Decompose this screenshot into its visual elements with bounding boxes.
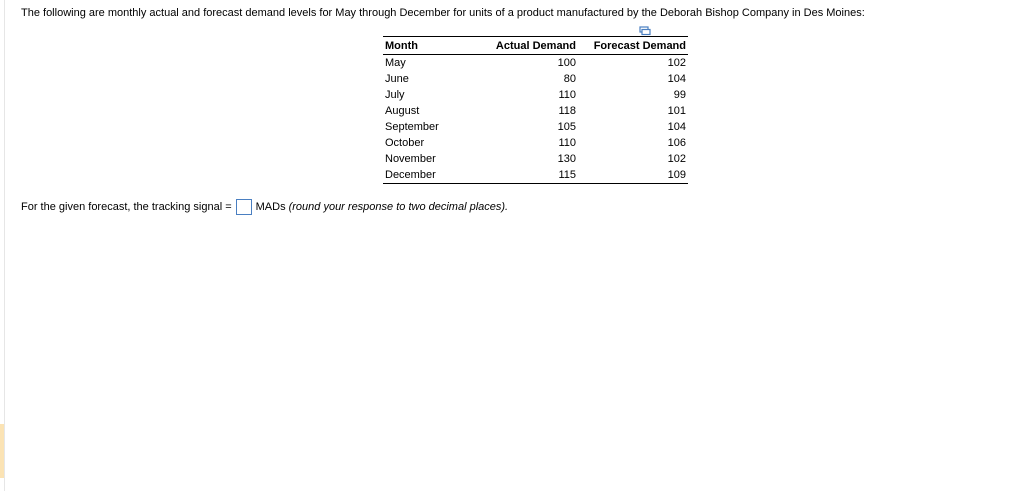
forecast-cell: 101 [667,105,686,117]
month-cell: July [385,89,405,101]
table-row [383,119,688,135]
actual-cell: 110 [558,137,576,149]
actual-cell: 115 [475,167,578,184]
forecast-cell: 104 [667,73,686,85]
unit-label: MADs [255,201,286,213]
forecast-cell: 106 [667,137,686,149]
actual-cell: 118 [558,105,576,117]
month-cell: August [385,105,420,117]
month-cell: October [385,137,425,149]
problem-statement: The following are monthly actual and forecast demand levels for May through December for units of a product manufactured by the Deborah Bishop Company in Des Moines: [21,7,865,19]
forecast-cell: 104 [667,121,686,133]
actual-cell: 110 [558,89,576,101]
left-divider [4,0,5,491]
month-cell: September [385,121,439,133]
demand-table [383,36,688,184]
table-row [383,55,688,72]
actual-cell: 100 [557,57,576,69]
header-month: Month [383,37,475,55]
actual-cell: 130 [557,153,576,165]
month-cell: December [383,167,475,184]
actual-cell: 105 [557,121,576,133]
copy-table-icon[interactable] [639,26,651,36]
forecast-cell: 109 [578,167,688,184]
month-cell: May [385,57,406,69]
forecast-cell: 102 [667,57,686,69]
header-forecast-demand: Forecast Demand [578,37,688,55]
table-row [383,151,688,167]
tracking-signal-input[interactable] [236,199,252,215]
table-row [383,71,688,87]
table-header-row [383,37,688,55]
table-row [383,103,688,119]
month-cell: November [385,153,436,165]
forecast-cell: 102 [667,153,686,165]
table-row [383,87,688,103]
forecast-cell: 99 [673,89,686,101]
table-row [383,135,688,151]
month-cell: June [385,73,409,85]
rounding-hint: (round your response to two decimal places). [288,201,509,213]
question-prefix: For the given forecast, the tracking signal = [21,201,232,213]
tracking-signal-question [21,199,508,215]
side-marker [0,424,4,478]
table-row [383,167,688,184]
actual-cell: 80 [563,73,576,85]
header-actual-demand: Actual Demand [475,37,578,55]
